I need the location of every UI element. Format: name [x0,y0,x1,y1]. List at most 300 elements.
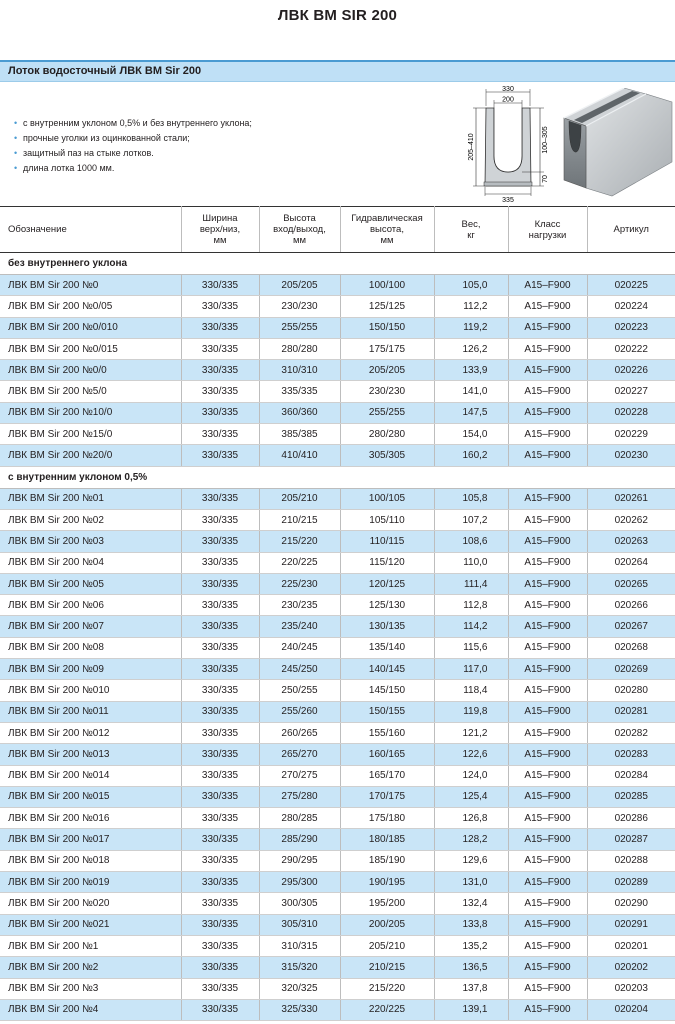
cell-name: ЛВК BM Sir 200 №010 [0,680,181,701]
cell-hydraulic-height: 280/280 [340,424,434,445]
cell-load-class: А15–F900 [508,978,587,999]
cell-article: 020269 [587,659,675,680]
cell-name: ЛВК BM Sir 200 №5/0 [0,381,181,402]
cell-width: 330/335 [181,402,259,423]
cell-name: ЛВК BM Sir 200 №1 [0,935,181,956]
cell-hydraulic-height: 205/205 [340,360,434,381]
table-row [0,637,675,658]
table-row [0,552,675,573]
table-row [0,829,675,850]
cell-weight: 129,6 [434,850,508,871]
cell-weight: 107,2 [434,509,508,530]
cell-weight: 136,5 [434,957,508,978]
cell-load-class: А15–F900 [508,999,587,1020]
cell-name: ЛВК BM Sir 200 №3 [0,978,181,999]
cell-width: 330/335 [181,637,259,658]
cell-height: 270/275 [259,765,340,786]
cell-width: 330/335 [181,978,259,999]
cell-width: 330/335 [181,595,259,616]
cell-name: ЛВК BM Sir 200 №016 [0,808,181,829]
cell-hydraulic-height: 150/150 [340,317,434,338]
cell-hydraulic-height: 305/305 [340,445,434,466]
cell-weight: 133,9 [434,360,508,381]
cell-height: 210/215 [259,509,340,530]
cell-article: 020281 [587,701,675,722]
table-row [0,424,675,445]
cell-name: ЛВК BM Sir 200 №0/0 [0,360,181,381]
cell-hydraulic-height: 120/125 [340,573,434,594]
table-row [0,786,675,807]
table-header-row [0,207,675,253]
cell-height: 325/330 [259,999,340,1020]
cell-weight: 147,5 [434,402,508,423]
column-header-load-class: Класс нагрузки [508,207,587,253]
cell-load-class: А15–F900 [508,275,587,296]
cell-article: 020285 [587,786,675,807]
cell-height: 240/245 [259,637,340,658]
cell-width: 330/335 [181,552,259,573]
cell-article: 020280 [587,680,675,701]
cell-name: ЛВК BM Sir 200 №0/015 [0,338,181,359]
cell-load-class: А15–F900 [508,829,587,850]
feature-item: • защитный паз на стыке лотков. [14,146,252,161]
cross-section-drawing [454,84,560,202]
dim-height-left: 205–410 [468,133,475,161]
cell-name: ЛВК BM Sir 200 №2 [0,957,181,978]
cell-weight: 105,8 [434,488,508,509]
cell-name: ЛВК BM Sir 200 №02 [0,509,181,530]
cell-hydraulic-height: 175/180 [340,808,434,829]
cell-hydraulic-height: 205/210 [340,935,434,956]
cell-height: 275/280 [259,786,340,807]
cell-article: 020227 [587,381,675,402]
cell-load-class: А15–F900 [508,552,587,573]
cell-article: 020284 [587,765,675,786]
cell-weight: 128,2 [434,829,508,850]
cell-height: 410/410 [259,445,340,466]
cell-height: 235/240 [259,616,340,637]
table-row [0,893,675,914]
cell-article: 020223 [587,317,675,338]
cell-height: 230/235 [259,595,340,616]
cell-name: ЛВК BM Sir 200 №0 [0,275,181,296]
cell-height: 300/305 [259,893,340,914]
cell-article: 020201 [587,935,675,956]
cell-load-class: А15–F900 [508,872,587,893]
cell-width: 330/335 [181,360,259,381]
cell-height: 320/325 [259,978,340,999]
specification-table [0,206,675,1021]
cell-weight: 135,2 [434,935,508,956]
cell-load-class: А15–F900 [508,296,587,317]
cell-width: 330/335 [181,850,259,871]
table-row [0,744,675,765]
cell-height: 310/315 [259,935,340,956]
cell-name: ЛВК BM Sir 200 №019 [0,872,181,893]
column-header-width: Ширина верх/низ, мм [181,207,259,253]
cell-hydraulic-height: 115/120 [340,552,434,573]
cell-article: 020283 [587,744,675,765]
cell-width: 330/335 [181,829,259,850]
cell-hydraulic-height: 210/215 [340,957,434,978]
cell-hydraulic-height: 185/190 [340,850,434,871]
cell-height: 255/255 [259,317,340,338]
cell-load-class: А15–F900 [508,317,587,338]
cell-weight: 115,6 [434,637,508,658]
cell-load-class: А15–F900 [508,765,587,786]
cell-load-class: А15–F900 [508,531,587,552]
cell-load-class: А15–F900 [508,402,587,423]
cell-name: ЛВК BM Sir 200 №15/0 [0,424,181,445]
cell-hydraulic-height: 165/170 [340,765,434,786]
group-title: без внутреннего уклона [0,253,675,275]
cell-load-class: А15–F900 [508,850,587,871]
cell-load-class: А15–F900 [508,595,587,616]
cell-weight: 121,2 [434,722,508,743]
cell-article: 020264 [587,552,675,573]
column-header-hydraulic-height: Гидравлическая высота, мм [340,207,434,253]
cell-weight: 110,0 [434,552,508,573]
table-row [0,680,675,701]
table-row [0,850,675,871]
cell-height: 335/335 [259,381,340,402]
cell-weight: 112,8 [434,595,508,616]
cell-name: ЛВК BM Sir 200 №011 [0,701,181,722]
cell-name: ЛВК BM Sir 200 №05 [0,573,181,594]
cell-load-class: А15–F900 [508,488,587,509]
cell-article: 020225 [587,275,675,296]
cell-article: 020289 [587,872,675,893]
cell-load-class: А15–F900 [508,786,587,807]
cell-name: ЛВК BM Sir 200 №08 [0,637,181,658]
cell-load-class: А15–F900 [508,957,587,978]
column-header-article: Артикул [587,207,675,253]
cell-name: ЛВК BM Sir 200 №03 [0,531,181,552]
cell-article: 020261 [587,488,675,509]
cell-width: 330/335 [181,872,259,893]
cell-article: 020267 [587,616,675,637]
cell-weight: 125,4 [434,786,508,807]
cell-article: 020229 [587,424,675,445]
cell-name: ЛВК BM Sir 200 №10/0 [0,402,181,423]
cell-article: 020290 [587,893,675,914]
page-title: ЛВК BM SIR 200 [277,7,398,24]
bullet-icon: • [14,148,18,158]
cell-name: ЛВК BM Sir 200 №20/0 [0,445,181,466]
group-title: с внутренним уклоном 0,5% [0,466,675,488]
cell-article: 020222 [587,338,675,359]
cell-name: ЛВК BM Sir 200 №018 [0,850,181,871]
cell-width: 330/335 [181,573,259,594]
cell-name: ЛВК BM Sir 200 №04 [0,552,181,573]
cell-height: 315/320 [259,957,340,978]
cell-load-class: А15–F900 [508,722,587,743]
cell-height: 310/310 [259,360,340,381]
table-row [0,722,675,743]
cell-hydraulic-height: 215/220 [340,978,434,999]
cell-hydraulic-height: 155/160 [340,722,434,743]
cell-height: 205/205 [259,275,340,296]
cell-hydraulic-height: 190/195 [340,872,434,893]
cell-name: ЛВК BM Sir 200 №07 [0,616,181,637]
table-row [0,317,675,338]
group-header-row [0,466,675,488]
cell-name: ЛВК BM Sir 200 №0/05 [0,296,181,317]
table-row [0,935,675,956]
cell-load-class: А15–F900 [508,616,587,637]
bullet-icon: • [14,118,18,128]
cell-article: 020204 [587,999,675,1020]
cell-load-class: А15–F900 [508,637,587,658]
cell-weight: 117,0 [434,659,508,680]
cell-weight: 108,6 [434,531,508,552]
column-header-weight: Вес, кг [434,207,508,253]
cell-hydraulic-height: 110/115 [340,531,434,552]
cell-name: ЛВК BM Sir 200 №015 [0,786,181,807]
cell-height: 305/310 [259,914,340,935]
cell-article: 020266 [587,595,675,616]
cell-width: 330/335 [181,893,259,914]
cell-article: 020286 [587,808,675,829]
table-row [0,381,675,402]
dim-base-height: 70 [542,175,549,183]
cell-weight: 118,4 [434,680,508,701]
cell-name: ЛВК BM Sir 200 №01 [0,488,181,509]
table-row [0,296,675,317]
table-row [0,978,675,999]
cell-article: 020287 [587,829,675,850]
cell-article: 020203 [587,978,675,999]
column-header-name: Обозначение [0,207,181,253]
table-row [0,659,675,680]
section-title: Лоток водосточный ЛВК BM Sir 200 [8,65,202,77]
table-row [0,872,675,893]
table-row [0,999,675,1020]
cell-article: 020265 [587,573,675,594]
cell-height: 245/250 [259,659,340,680]
cell-height: 260/265 [259,722,340,743]
cell-weight: 119,2 [434,317,508,338]
cell-hydraulic-height: 195/200 [340,893,434,914]
cell-article: 020228 [587,402,675,423]
cell-hydraulic-height: 180/185 [340,829,434,850]
cell-width: 330/335 [181,680,259,701]
cell-hydraulic-height: 255/255 [340,402,434,423]
table-row [0,616,675,637]
cell-hydraulic-height: 125/130 [340,595,434,616]
table-row [0,573,675,594]
cell-width: 330/335 [181,935,259,956]
cell-hydraulic-height: 125/125 [340,296,434,317]
cell-load-class: А15–F900 [508,338,587,359]
column-header-height: Высота вход/выход, мм [259,207,340,253]
cell-name: ЛВК BM Sir 200 №014 [0,765,181,786]
cell-load-class: А15–F900 [508,701,587,722]
cell-height: 255/260 [259,701,340,722]
cell-load-class: А15–F900 [508,808,587,829]
dim-height-right: 100–305 [542,126,549,154]
table-row [0,531,675,552]
cell-load-class: А15–F900 [508,360,587,381]
cell-height: 385/385 [259,424,340,445]
cell-width: 330/335 [181,616,259,637]
cell-width: 330/335 [181,531,259,552]
cell-weight: 105,0 [434,275,508,296]
feature-item: • длина лотка 1000 мм. [14,161,252,176]
cell-width: 330/335 [181,765,259,786]
cell-width: 330/335 [181,445,259,466]
bullet-icon: • [14,163,18,173]
table-row [0,701,675,722]
cell-hydraulic-height: 200/205 [340,914,434,935]
table-row [0,509,675,530]
cell-weight: 126,8 [434,808,508,829]
cell-width: 330/335 [181,999,259,1020]
table-row [0,765,675,786]
cell-article: 020288 [587,850,675,871]
cell-article: 020224 [587,296,675,317]
cell-width: 330/335 [181,701,259,722]
cell-height: 250/255 [259,680,340,701]
cell-hydraulic-height: 145/150 [340,680,434,701]
cell-height: 280/280 [259,338,340,359]
cell-width: 330/335 [181,808,259,829]
table-row [0,957,675,978]
cell-height: 220/225 [259,552,340,573]
cell-name: ЛВК BM Sir 200 №021 [0,914,181,935]
cell-weight: 124,0 [434,765,508,786]
cell-height: 230/230 [259,296,340,317]
cell-name: ЛВК BM Sir 200 №012 [0,722,181,743]
cell-weight: 160,2 [434,445,508,466]
table-row [0,914,675,935]
cell-article: 020230 [587,445,675,466]
cell-weight: 119,8 [434,701,508,722]
cell-load-class: А15–F900 [508,381,587,402]
cell-hydraulic-height: 105/110 [340,509,434,530]
cell-article: 020291 [587,914,675,935]
cell-weight: 139,1 [434,999,508,1020]
table-row [0,445,675,466]
cell-load-class: А15–F900 [508,509,587,530]
cell-height: 215/220 [259,531,340,552]
cell-weight: 131,0 [434,872,508,893]
cell-hydraulic-height: 230/230 [340,381,434,402]
cell-width: 330/335 [181,488,259,509]
section-title-bar [0,60,675,82]
cell-height: 225/230 [259,573,340,594]
feature-list [14,116,252,176]
cell-width: 330/335 [181,275,259,296]
cell-hydraulic-height: 130/135 [340,616,434,637]
cell-name: ЛВК BM Sir 200 №4 [0,999,181,1020]
table-row [0,360,675,381]
cell-weight: 137,8 [434,978,508,999]
table-row [0,488,675,509]
cell-name: ЛВК BM Sir 200 №09 [0,659,181,680]
cell-weight: 133,8 [434,914,508,935]
table-row [0,338,675,359]
feature-item: • прочные уголки из оцинкованной стали; [14,131,252,146]
cell-weight: 126,2 [434,338,508,359]
cell-weight: 122,6 [434,744,508,765]
cell-load-class: А15–F900 [508,744,587,765]
feature-item: • с внутренним уклоном 0,5% и без внутреннего уклона; [14,116,252,131]
cell-weight: 111,4 [434,573,508,594]
cell-width: 330/335 [181,338,259,359]
table-body [0,253,675,1021]
cell-weight: 141,0 [434,381,508,402]
cell-width: 330/335 [181,296,259,317]
cell-hydraulic-height: 100/100 [340,275,434,296]
cell-width: 330/335 [181,659,259,680]
cell-name: ЛВК BM Sir 200 №013 [0,744,181,765]
cell-width: 330/335 [181,914,259,935]
cell-width: 330/335 [181,381,259,402]
cell-article: 020263 [587,531,675,552]
cell-width: 330/335 [181,722,259,743]
cell-article: 020226 [587,360,675,381]
cell-weight: 154,0 [434,424,508,445]
cell-width: 330/335 [181,509,259,530]
dim-top-width: 330 [502,86,514,93]
group-header-row [0,253,675,275]
cell-hydraulic-height: 140/145 [340,659,434,680]
cell-name: ЛВК BM Sir 200 №06 [0,595,181,616]
cell-height: 265/270 [259,744,340,765]
table-row [0,808,675,829]
cell-name: ЛВК BM Sir 200 №020 [0,893,181,914]
cell-weight: 114,2 [434,616,508,637]
cell-width: 330/335 [181,424,259,445]
cell-article: 020202 [587,957,675,978]
cell-hydraulic-height: 175/175 [340,338,434,359]
table-row [0,275,675,296]
dim-inner-width: 200 [502,96,514,104]
cell-name: ЛВК BM Sir 200 №0/010 [0,317,181,338]
cell-load-class: А15–F900 [508,573,587,594]
cell-load-class: А15–F900 [508,680,587,701]
cell-hydraulic-height: 135/140 [340,637,434,658]
cell-height: 295/300 [259,872,340,893]
cell-article: 020282 [587,722,675,743]
cell-width: 330/335 [181,744,259,765]
cell-weight: 112,2 [434,296,508,317]
cell-height: 290/295 [259,850,340,871]
table-row [0,402,675,423]
bullet-icon: • [14,133,18,143]
cell-article: 020262 [587,509,675,530]
cell-height: 205/210 [259,488,340,509]
cell-load-class: А15–F900 [508,424,587,445]
table-row [0,595,675,616]
cell-hydraulic-height: 100/105 [340,488,434,509]
cell-weight: 132,4 [434,893,508,914]
cell-height: 280/285 [259,808,340,829]
cell-load-class: А15–F900 [508,914,587,935]
cell-width: 330/335 [181,317,259,338]
cell-name: ЛВК BM Sir 200 №017 [0,829,181,850]
cell-width: 330/335 [181,957,259,978]
dim-bottom-width: 335 [502,197,514,202]
cell-hydraulic-height: 160/165 [340,744,434,765]
channel-3d-image [562,88,674,198]
cell-load-class: А15–F900 [508,935,587,956]
cell-hydraulic-height: 220/225 [340,999,434,1020]
cell-hydraulic-height: 150/155 [340,701,434,722]
cell-load-class: А15–F900 [508,893,587,914]
cell-width: 330/335 [181,786,259,807]
